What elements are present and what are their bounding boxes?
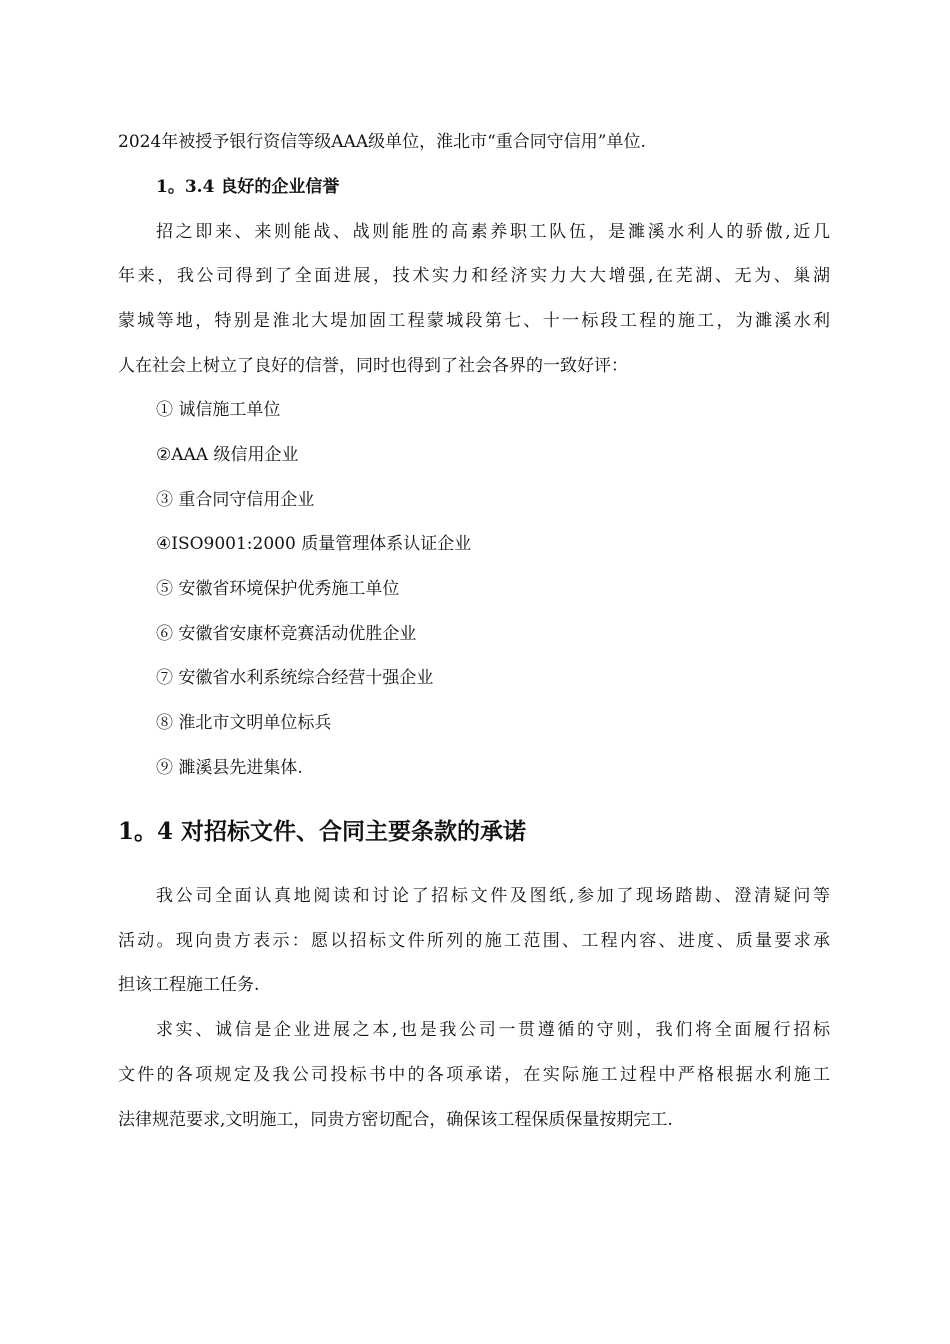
list-item: ⑤ 安徽省环境保护优秀施工单位: [156, 579, 400, 599]
list-item: ① 诚信施工单位: [156, 400, 281, 420]
list-item: ④ISO9001:2000 质量管理体系认证企业: [156, 534, 472, 554]
list-item: ②AAA 级信用企业: [156, 445, 299, 465]
paragraph-line: 我公司全面认真地阅读和讨论了招标文件及图纸,参加了现场踏勘、澄清疑问等: [156, 886, 830, 906]
paragraph-line: 招之即来、来则能战、战则能胜的高素养职工队伍，是濉溪水利人的骄傲,近几: [156, 222, 830, 242]
list-item: ⑧ 淮北市文明单位标兵: [156, 713, 332, 733]
paragraph-line: 法律规范要求,文明施工，同贵方密切配合，确保该工程保质保量按期完工.: [118, 1110, 673, 1130]
list-item: ⑥ 安徽省安康杯竞赛活动优胜企业: [156, 624, 417, 644]
paragraph-line: 人在社会上树立了良好的信誉，同时也得到了社会各界的一致好评：: [118, 356, 628, 376]
paragraph-line: 活动。现向贵方表示：愿以招标文件所列的施工范围、工程内容、进度、质量要求承: [118, 931, 830, 951]
list-item: ③ 重合同守信用企业: [156, 490, 315, 510]
paragraph-line: 文件的各项规定及我公司投标书中的各项承诺，在实际施工过程中严格根据水利施工: [118, 1065, 830, 1085]
section-1-3-4-heading: 1。3.4 良好的企业信誉: [156, 177, 340, 197]
list-item: ⑦ 安徽省水利系统综合经营十强企业: [156, 668, 434, 688]
paragraph-line: 担该工程施工任务.: [118, 975, 260, 995]
paragraph-line: 年来，我公司得到了全面进展，技术实力和经济实力大大增强,在芜湖、无为、巢湖: [118, 266, 830, 286]
section-1-4-heading: 1。4 对招标文件、合同主要条款的承诺: [118, 818, 527, 845]
paragraph-line: 求实、诚信是企业进展之本,也是我公司一贯遵循的守则，我们将全面履行招标: [156, 1020, 830, 1040]
intro-line: 2024年被授予银行资信等级AAA级单位，淮北市“重合同守信用”单位.: [118, 132, 646, 152]
list-item: ⑨ 濉溪县先进集体.: [156, 758, 303, 778]
paragraph-line: 蒙城等地，特别是淮北大堤加固工程蒙城段第七、十一标段工程的施工，为濉溪水利: [118, 311, 830, 331]
